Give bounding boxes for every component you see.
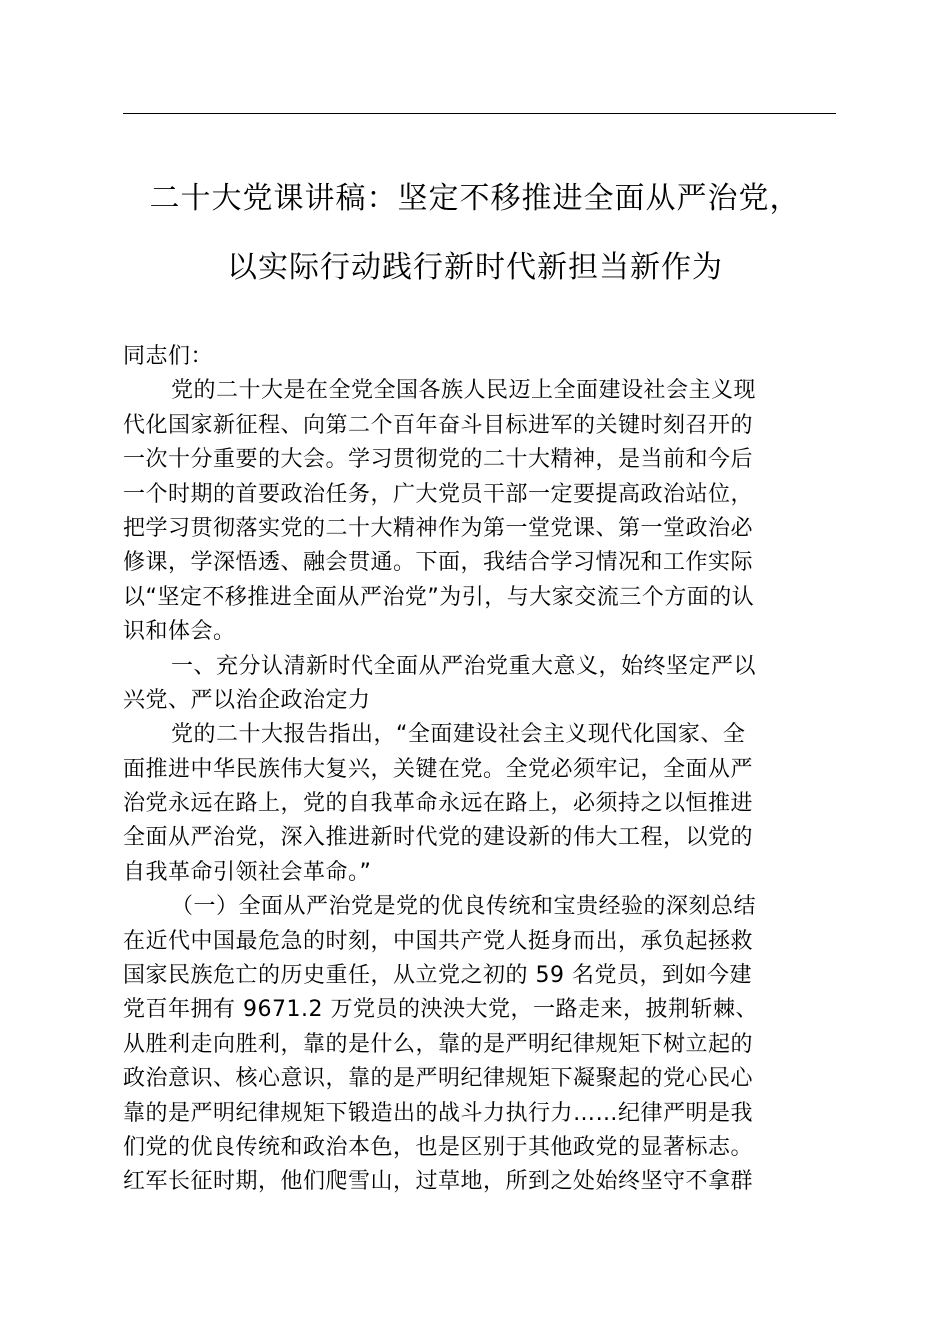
paragraph-line: 自我革命引领社会革命。”	[123, 859, 372, 885]
paragraph-line: 全面从严治党，深入推进新时代党的建设新的伟大工程，以党的	[123, 825, 754, 851]
paragraph-line: 党的二十大是在全党全国各族人民迈上全面建设社会主义现	[171, 378, 757, 404]
document-title-line-1: 二十大党课讲稿：坚定不移推进全面从严治党，	[149, 181, 801, 216]
paragraph-line: 靠的是严明纪律规矩下锻造出的战斗力执行力……纪律严明是我	[123, 1100, 754, 1126]
paragraph-line: 从胜利走向胜利，靠的是什么，靠的是严明纪律规矩下树立起的	[123, 1031, 754, 1057]
paragraph-line: 面推进中华民族伟大复兴，关键在党。全党必须牢记，全面从严	[123, 756, 754, 782]
paragraph-line: 代化国家新征程、向第二个百年奋斗目标进军的关键时刻召开的	[123, 412, 754, 438]
subsection-heading-line: （一）全面从严治党是党的优良传统和宝贵经验的深刻总结	[171, 894, 757, 920]
paragraph-line: 把学习贯彻落实党的二十大精神作为第一堂党课、第一堂政治必	[123, 515, 754, 541]
document-body	[123, 340, 843, 1200]
paragraph-line: 国家民族危亡的历史重任，从立党之初的 59 名党员，到如今建	[123, 963, 752, 989]
paragraph-line: 以“坚定不移推进全面从严治党”为引，与大家交流三个方面的认	[123, 584, 755, 610]
section-heading-line: 兴党、严以治企政治定力	[123, 687, 371, 713]
paragraph-line: 一个时期的首要政治任务，广大党员干部一定要提高政治站位，	[123, 481, 754, 507]
section-heading-line: 一、充分认清新时代全面从严治党重大意义，始终坚定严以	[171, 653, 757, 679]
header-rule	[123, 113, 836, 114]
paragraph-line: 识和体会。	[123, 619, 236, 645]
paragraph-line: 一次十分重要的大会。学习贯彻党的二十大精神，是当前和今后	[123, 447, 754, 473]
document-title-line-2: 以实际行动践行新时代新担当新作为	[227, 250, 723, 285]
paragraph-line: 在近代中国最危急的时刻，中国共产党人挺身而出，承负起拯救	[123, 928, 754, 954]
paragraph-line: 政治意识、核心意识，靠的是严明纪律规矩下凝聚起的党心民心	[123, 1066, 754, 1092]
paragraph-line: 党百年拥有 9671.2 万党员的泱泱大党，一路走来，披荆斩棘、	[123, 997, 758, 1023]
paragraph-line: 修课，学深悟透、融会贯通。下面，我结合学习情况和工作实际	[123, 550, 754, 576]
paragraph-line: 们党的优良传统和政治本色，也是区别于其他政党的显著标志。	[123, 1134, 754, 1160]
salutation: 同志们：	[123, 344, 214, 369]
paragraph-line: 党的二十大报告指出，“全面建设社会主义现代化国家、全	[171, 722, 746, 748]
paragraph-line: 治党永远在路上，党的自我革命永远在路上，必须持之以恒推进	[123, 791, 754, 817]
paragraph-line: 红军长征时期，他们爬雪山，过草地，所到之处始终坚守不拿群	[123, 1169, 754, 1195]
